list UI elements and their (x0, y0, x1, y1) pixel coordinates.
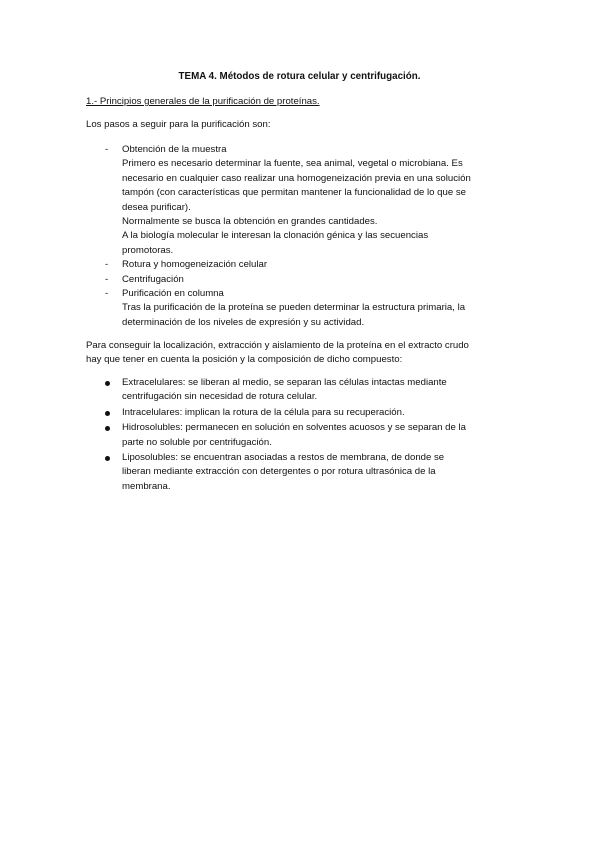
dash-marker: - (105, 288, 109, 300)
list-item (86, 258, 526, 272)
step-text-line: Normalmente se busca la obtención en grandes cantidades. (122, 216, 378, 228)
list-item (86, 421, 526, 450)
bullet-dot-icon (105, 381, 110, 386)
step-text-line: necesario en cualquier caso realizar una homogeneización previa en una solución (122, 172, 471, 184)
bullet-text-line: Liposolubles: se encuentran asociadas a restos de membrana, de donde se (122, 452, 445, 464)
bullet-text-line: centrifugación sin necesidad de rotura celular. (122, 391, 318, 403)
dash-marker: - (105, 259, 109, 271)
step-text-line: A la biología molecular le interesan la clonación génica y las secuencias (122, 230, 429, 242)
bullet-dot-icon (105, 426, 110, 431)
bullet-text-line: liberan mediante extracción con detergentes o por rotura ultrasónica de la (122, 466, 436, 478)
paragraph-line: Para conseguir la localización, extracción y aislamiento de la proteína en el extracto crudo (86, 340, 469, 351)
list-item (86, 451, 526, 494)
bullet-text-line: membrana. (122, 480, 171, 492)
bullet-dot-icon (105, 411, 110, 416)
bullet-text-line: Intracelulares: implican la rotura de la célula para su recuperación. (122, 406, 405, 418)
intro-text: Los pasos a seguir para la purificación son: (86, 119, 271, 130)
step-text-line: Tras la purificación de la proteína se pueden determinar la estructura primaria, la (122, 302, 466, 314)
list-item (86, 406, 526, 420)
document-title: TEMA 4. Métodos de rotura celular y centrifugación. (178, 71, 421, 82)
list-item (86, 273, 526, 287)
list-item (86, 143, 526, 258)
step-title: Rotura y homogeneización celular (122, 259, 268, 271)
step-title: Purificación en columna (122, 288, 224, 300)
protein-types-list (86, 376, 526, 495)
list-item (86, 376, 526, 405)
paragraph-line: hay que tener en cuenta la posición y la composición de dicho compuesto: (86, 354, 403, 366)
step-text-line: desea purificar). (122, 201, 191, 213)
step-text-line: determinación de los niveles de expresión y su actividad. (122, 316, 365, 328)
step-text-line: promotoras. (122, 244, 174, 256)
localization-paragraph (86, 339, 526, 368)
step-title: Centrifugación (122, 273, 184, 285)
step-text-line: Primero es necesario determinar la fuente, sea animal, vegetal o microbiana. Es (122, 158, 463, 170)
dash-marker: - (105, 273, 109, 285)
step-text-line: tampón (con características que permitan mantener la funcionalidad de lo que se (122, 187, 466, 199)
list-item (86, 287, 526, 330)
bullet-text-line: Hidrosolubles: permanecen en solución en solventes acuosos y se separan de la (122, 422, 466, 434)
dash-marker: - (105, 144, 109, 155)
bullet-text-line: parte no soluble por centrifugación. (122, 436, 272, 448)
section-heading: 1.- Principios generales de la purificación de proteínas. (86, 96, 320, 107)
step-title: Obtención de la muestra (122, 144, 227, 155)
bullet-dot-icon (105, 456, 110, 461)
purification-steps-list (86, 143, 526, 330)
bullet-text-line: Extracelulares: se liberan al medio, se separan las células intactas mediante (122, 377, 447, 388)
